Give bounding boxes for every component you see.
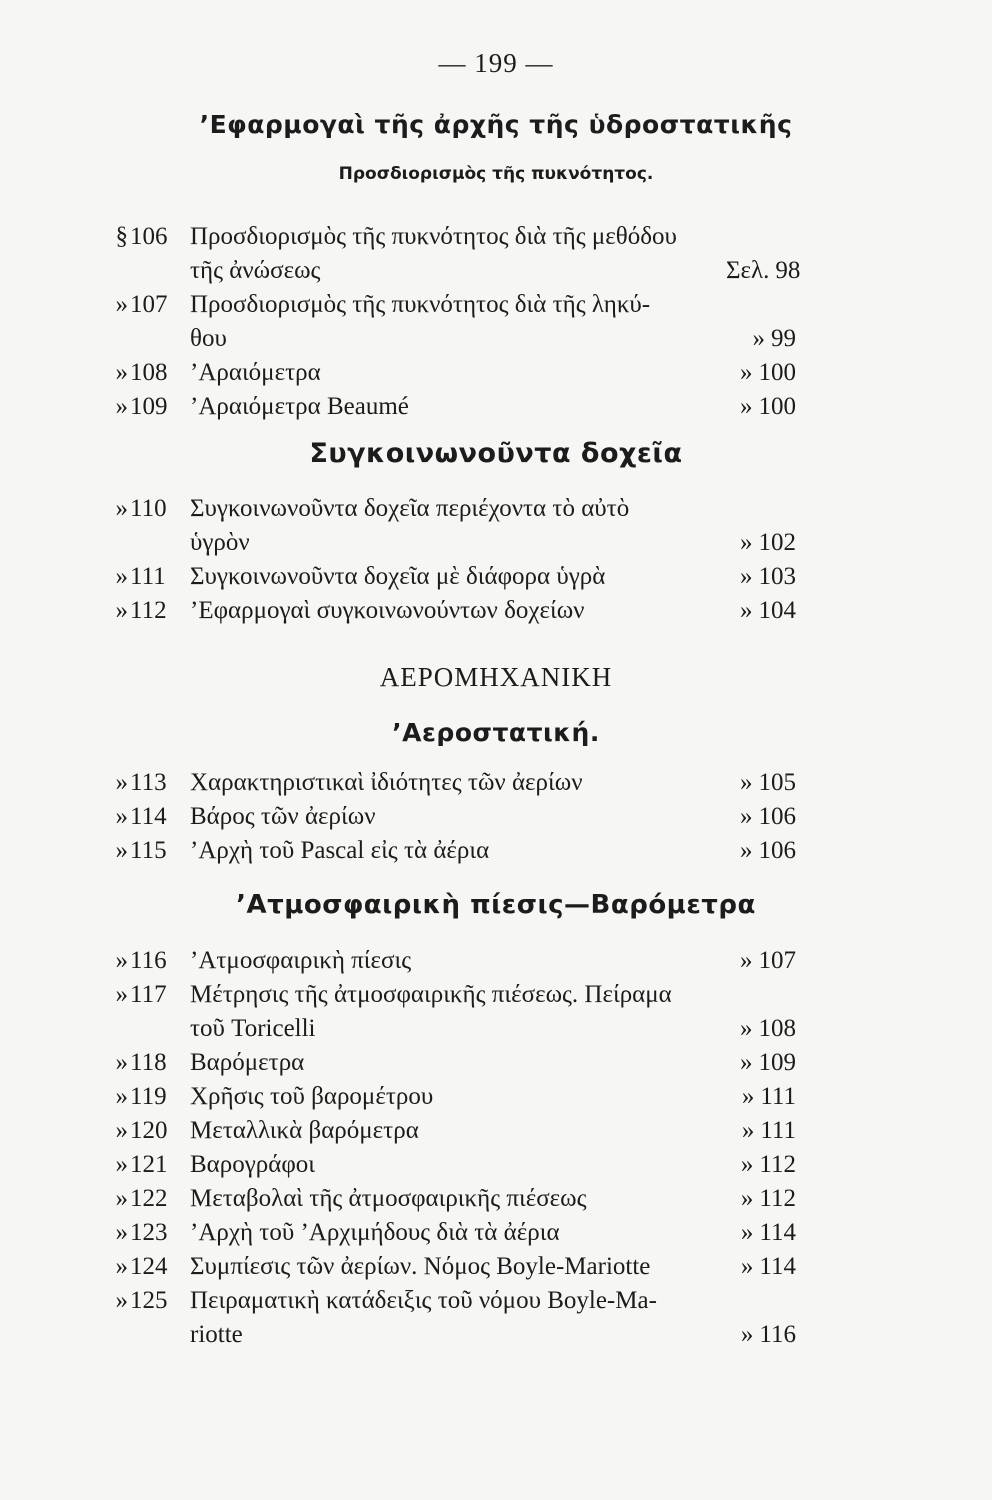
page-prefix: » [740,359,753,386]
index-entry [0,1080,992,1114]
entry-title-continuation: riotte [190,1321,243,1348]
index-entry [0,356,992,390]
entry-mark: » [115,495,128,522]
entry-title: Χαρακτηριστικαὶ ἰδιότητες τῶν ἀερίων [190,769,583,796]
page-number-ref: 98 [775,257,801,284]
page-prefix: » [741,1083,755,1110]
index-entry-continuation [0,1318,992,1352]
entry-title: Χρῆσις τοῦ βαρομέτρου [190,1083,434,1110]
page-number-ref: 106 [758,803,796,830]
index-entry [0,220,992,254]
entry-mark: » [115,1219,128,1246]
page-prefix: » [740,1321,754,1348]
index-entry [0,1148,992,1182]
entry-title: ’Αραιόμετρα Beaumé [190,393,409,420]
index-entry [0,1284,992,1318]
page-prefix: » [740,563,753,590]
page-prefix: » [740,803,753,830]
entry-number: 115 [130,837,167,864]
entry-page-ref [726,594,796,628]
entry-number: 113 [130,769,167,796]
page-prefix: » [740,769,753,796]
entry-page-ref [726,254,801,288]
entry-number: 110 [130,495,167,522]
entry-title: Συγκοινωνοῦντα δοχεῖα μὲ διάφορα ὑγρὰ [190,563,606,590]
entry-page-ref [726,1182,796,1216]
page-prefix: » [752,325,765,352]
entry-title: Συμπίεσις τῶν ἀερίων. Νόμος Boyle-Mariotte [190,1253,651,1280]
entry-title-continuation: τῆς ἀνώσεως [190,257,321,284]
entry-number: 108 [130,359,168,386]
entry-title: Βαρογράφοι [190,1151,316,1178]
page-number-ref: 108 [758,1015,796,1042]
entry-title: Βάρος τῶν ἀερίων [190,803,376,830]
entry-title: Μεταλλικὰ βαρόμετρα [190,1117,419,1144]
entry-page-ref [726,560,796,594]
entry-title: ’Αρχὴ τοῦ ’Αρχιμήδους διὰ τὰ ἀέρια [190,1219,560,1246]
entry-title: ’Ατμοσφαιρικὴ πίεσις [190,947,412,974]
entry-title-continuation: τοῦ Toricelli [190,1015,316,1042]
entry-mark: » [115,1049,128,1076]
entry-page-ref [726,944,796,978]
page-prefix: » [740,597,753,624]
index-entry [0,978,992,1012]
entry-page-ref [726,322,796,356]
entry-number: 107 [130,291,168,318]
chapter-heading-aeromechanics: ΑΕΡΟΜΗΧΑΝΙΚΗ [379,662,613,692]
entry-number: 112 [130,597,167,624]
index-entry [0,288,992,322]
entry-mark: » [115,1117,128,1144]
entry-number: 120 [130,1117,168,1144]
entry-title: Μέτρησις τῆς ἀτμοσφαιρικῆς πιέσεως. Πείραμα [190,981,672,1008]
index-entry [0,1114,992,1148]
entry-page-ref [726,1080,796,1114]
index-entry [0,1182,992,1216]
index-entry [0,492,992,526]
index-entry-continuation [0,526,992,560]
section-heading-hydrostatics: ’Εφαρμογαὶ τῆς ἀρχῆς τῆς ὑδροστατικῆς [199,110,793,139]
entry-mark: » [115,1185,128,1212]
entry-title: Συγκοινωνοῦντα δοχεῖα περιέχοντα τὸ αὐτὸ [190,495,630,522]
entry-mark: § [115,223,128,250]
entry-title: Μεταβολαὶ τῆς ἀτμοσφαιρικῆς πιέσεως [190,1185,587,1212]
entry-number: 119 [130,1083,167,1110]
entry-page-ref [726,1148,796,1182]
entry-title-continuation: θου [190,325,227,352]
page-number-ref: 104 [758,597,796,624]
entry-mark: » [115,1083,128,1110]
entry-mark: » [115,393,128,420]
page-number-ref: 100 [758,359,796,386]
entry-number: 121 [130,1151,168,1178]
entry-mark: » [115,1253,128,1280]
entry-number: 124 [130,1253,168,1280]
page-number-ref: 109 [758,1049,796,1076]
entry-page-ref [726,834,796,868]
page-prefix: Σελ. [726,257,770,284]
entry-page-ref [726,800,796,834]
page-number-ref: 107 [758,947,796,974]
entry-mark: » [115,563,128,590]
entry-mark: » [115,597,128,624]
page-number-ref: 116 [759,1321,796,1348]
entry-page-ref [726,390,796,424]
page-number-ref: 112 [759,1151,796,1178]
page-number-ref: 114 [759,1253,796,1280]
page-number-ref: 100 [758,393,796,420]
entry-mark: » [115,291,128,318]
entry-number: 118 [130,1049,167,1076]
page-number-ref: 114 [759,1219,796,1246]
index-entry [0,594,992,628]
entry-page-ref [726,1114,796,1148]
subsection-heading-density: Προσδιορισμὸς τῆς πυκνότητος. [338,164,654,184]
entry-number: 111 [130,563,166,590]
page-number: — 199 — [438,48,554,78]
entry-number: 123 [130,1219,168,1246]
entry-mark: » [115,947,128,974]
entry-number: 116 [130,947,167,974]
entry-page-ref [726,356,796,390]
entry-page-ref [726,526,796,560]
entry-number: 106 [130,223,168,250]
entry-title: ’Αραιόμετρα [190,359,321,386]
page-prefix: » [740,529,753,556]
entry-title: Βαρόμετρα [190,1049,305,1076]
entry-title: Πειραματικὴ κατάδειξις τοῦ νόμου Boyle-Ma- [190,1287,657,1314]
entry-title: Προσδιορισμὸς τῆς πυκνότητος διὰ τῆς ληκύ- [190,291,651,318]
entry-mark: » [115,1151,128,1178]
entry-page-ref [726,766,796,800]
entry-number: 125 [130,1287,168,1314]
index-entry [0,1046,992,1080]
entry-number: 114 [130,803,167,830]
entry-mark: » [115,359,128,386]
page-number-ref: 111 [760,1083,796,1110]
entry-title-continuation: ὑγρὸν [190,529,250,556]
page-number-ref: 102 [758,529,796,556]
entry-mark: » [115,1287,128,1314]
index-entry-continuation [0,1012,992,1046]
entry-number: 117 [130,981,167,1008]
page-prefix: » [741,1117,755,1144]
entry-page-ref [726,1046,796,1080]
entry-page-ref [726,1216,796,1250]
entry-title: ’Εφαρμογαὶ συγκοινωνούντων δοχείων [190,597,585,624]
entry-mark: » [115,803,128,830]
index-entry [0,1250,992,1284]
page-prefix: » [740,393,753,420]
page-number-ref: 106 [758,837,796,864]
index-entry [0,834,992,868]
entry-mark: » [115,769,128,796]
entry-number: 122 [130,1185,168,1212]
index-entry [0,944,992,978]
page-number-ref: 105 [758,769,796,796]
page-prefix: » [740,1015,753,1042]
page-number-ref: 99 [771,325,796,352]
page-prefix: » [740,1219,754,1246]
page-number-ref: 111 [760,1117,796,1144]
page-prefix: » [740,1185,754,1212]
entry-title: Προσδιορισμὸς τῆς πυκνότητος διὰ τῆς μεθόδου [190,223,677,250]
page-prefix: » [740,1151,754,1178]
subsection-heading-aerostatics: ’Αεροστατική. [392,718,600,747]
page-prefix: » [740,1253,754,1280]
page-number-ref: 112 [759,1185,796,1212]
entry-number: 109 [130,393,168,420]
page-prefix: » [740,947,753,974]
page-number-ref: 103 [758,563,796,590]
index-entry [0,390,992,424]
page-prefix: » [740,1049,753,1076]
section-heading-atmospheric-pressure: ’Ατμοσφαιρικὴ πίεσις—Βαρόμετρα [236,890,756,920]
entry-mark: » [115,981,128,1008]
index-entry [0,800,992,834]
entry-title: ’Αρχὴ τοῦ Pascal εἰς τὰ ἀέρια [190,837,490,864]
entry-page-ref [726,1012,796,1046]
index-entry [0,766,992,800]
page-prefix: » [740,837,753,864]
entry-mark: » [115,837,128,864]
section-heading-communicating-vessels: Συγκοινωνοῦντα δοχεῖα [309,438,683,469]
entry-page-ref [726,1250,796,1284]
index-entry-continuation [0,322,992,356]
index-entry [0,560,992,594]
entry-page-ref [726,1318,796,1352]
index-entry-continuation [0,254,992,288]
index-entry [0,1216,992,1250]
